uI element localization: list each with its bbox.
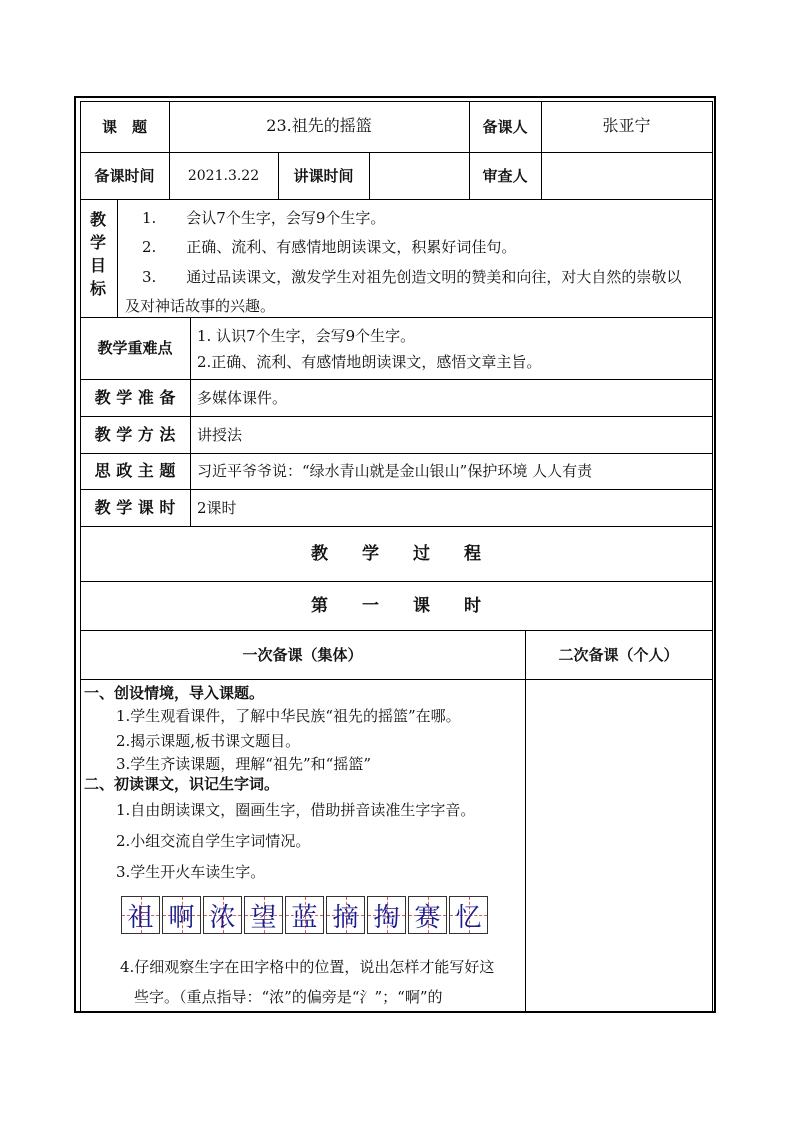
key-point-line: 1. 认识7个生字，会写9个生字。 (197, 327, 416, 345)
section-1-line: 3.学生齐读课题，理解“祖先”和“摇篮” (116, 755, 371, 773)
character-grid (121, 896, 488, 936)
character: 掏 (373, 902, 400, 933)
goal-item: 及对神话故事的兴趣。 (125, 297, 276, 315)
goals-label-char: 学 (89, 233, 106, 252)
topic-value: 23.祖先的摇篮 (266, 116, 372, 135)
section-1-title: 一、创设情境，导入课题。 (84, 684, 265, 702)
ideology-label: 思 政 主 题 (94, 461, 176, 480)
section-2-line: 2.小组交流自学生字词情况。 (116, 832, 311, 850)
goal-item: 1. 会认7个生字，会写9个生字。 (142, 209, 386, 227)
section-2-line: 1.自由朗读课文，圈画生字，借助拼音读准生字字音。 (116, 801, 476, 819)
section-1-line: 1.学生观看课件，了解中华民族“祖先的摇篮”在哪。 (116, 707, 461, 725)
tianzige-cell (285, 896, 324, 934)
tianzige-cell (408, 896, 447, 934)
tianzige-cell (121, 896, 160, 934)
lecture-time-label: 讲课时间 (293, 167, 354, 185)
tianzige-cell (203, 896, 242, 934)
section-2-title: 二、初读课文，识记生字词。 (84, 775, 280, 793)
goal-item: 2. 正确、流利、有感情地朗读课文，积累好词佳句。 (142, 238, 517, 256)
character: 摘 (332, 902, 359, 933)
character: 赛 (414, 902, 441, 933)
goals-label-char: 目 (89, 256, 106, 275)
preparation-label: 教 学 准 备 (94, 388, 176, 407)
tianzige-cell (326, 896, 365, 934)
personal-column-header: 二次备课（个人） (558, 646, 679, 664)
character: 忆 (455, 902, 482, 933)
method-value: 讲授法 (197, 426, 243, 444)
sheet-bottom-edge (74, 1011, 716, 1013)
ideology-value: 习近平爷爷说：“绿水青山就是金山银山”保护环境 人人有责 (197, 462, 593, 480)
section-1-line: 2.揭示课题,板书课文题目。 (116, 732, 301, 750)
process-title: 教 学 过 程 (311, 544, 481, 564)
preparation-value: 多媒体课件。 (197, 389, 288, 407)
tianzige-cell (449, 896, 488, 934)
character: 浓 (209, 902, 236, 933)
method-label: 教 学 方 法 (94, 425, 176, 444)
character: 祖 (127, 902, 154, 933)
prep-time-value: 2021.3.22 (187, 168, 260, 184)
goals-label-char: 标 (89, 279, 106, 298)
section-2-line: 3.学生开火车读生字。 (116, 863, 266, 881)
goals-label (80, 208, 116, 300)
character: 蓝 (291, 902, 318, 933)
reviewer-label: 审查人 (482, 167, 528, 185)
preparer-label: 备课人 (482, 118, 528, 136)
lesson-title: 第 一 课 时 (311, 596, 481, 616)
section-2-item-4-cont: 些字。（重点指导：“浓”的偏旁是“氵”；“啊”的 (134, 988, 443, 1006)
character: 望 (250, 902, 277, 933)
collective-column-header: 一次备课（集体） (242, 646, 363, 664)
hours-label: 教 学 课 时 (94, 498, 176, 517)
topic-label: 课 题 (101, 118, 147, 136)
tianzige-cell (162, 896, 201, 934)
character: 啊 (168, 902, 195, 933)
goal-item: 3. 通过品读课文，激发学生对祖先创造文明的赞美和向往，对大自然的崇敬以 (142, 268, 682, 286)
hours-value: 2课时 (197, 499, 237, 517)
tianzige-cell (367, 896, 406, 934)
tianzige-cell (244, 896, 283, 934)
prep-time-label: 备课时间 (94, 167, 155, 185)
goals-label-char: 教 (89, 210, 106, 229)
preparer-value: 张亚宁 (602, 116, 651, 135)
section-2-item-4: 4.仔细观察生字在田字格中的位置，说出怎样才能写好这 (120, 958, 495, 976)
key-points-label: 教学重难点 (97, 339, 173, 357)
key-point-line: 2.正确、流利、有感情地朗读课文，感悟文章主旨。 (197, 353, 542, 371)
